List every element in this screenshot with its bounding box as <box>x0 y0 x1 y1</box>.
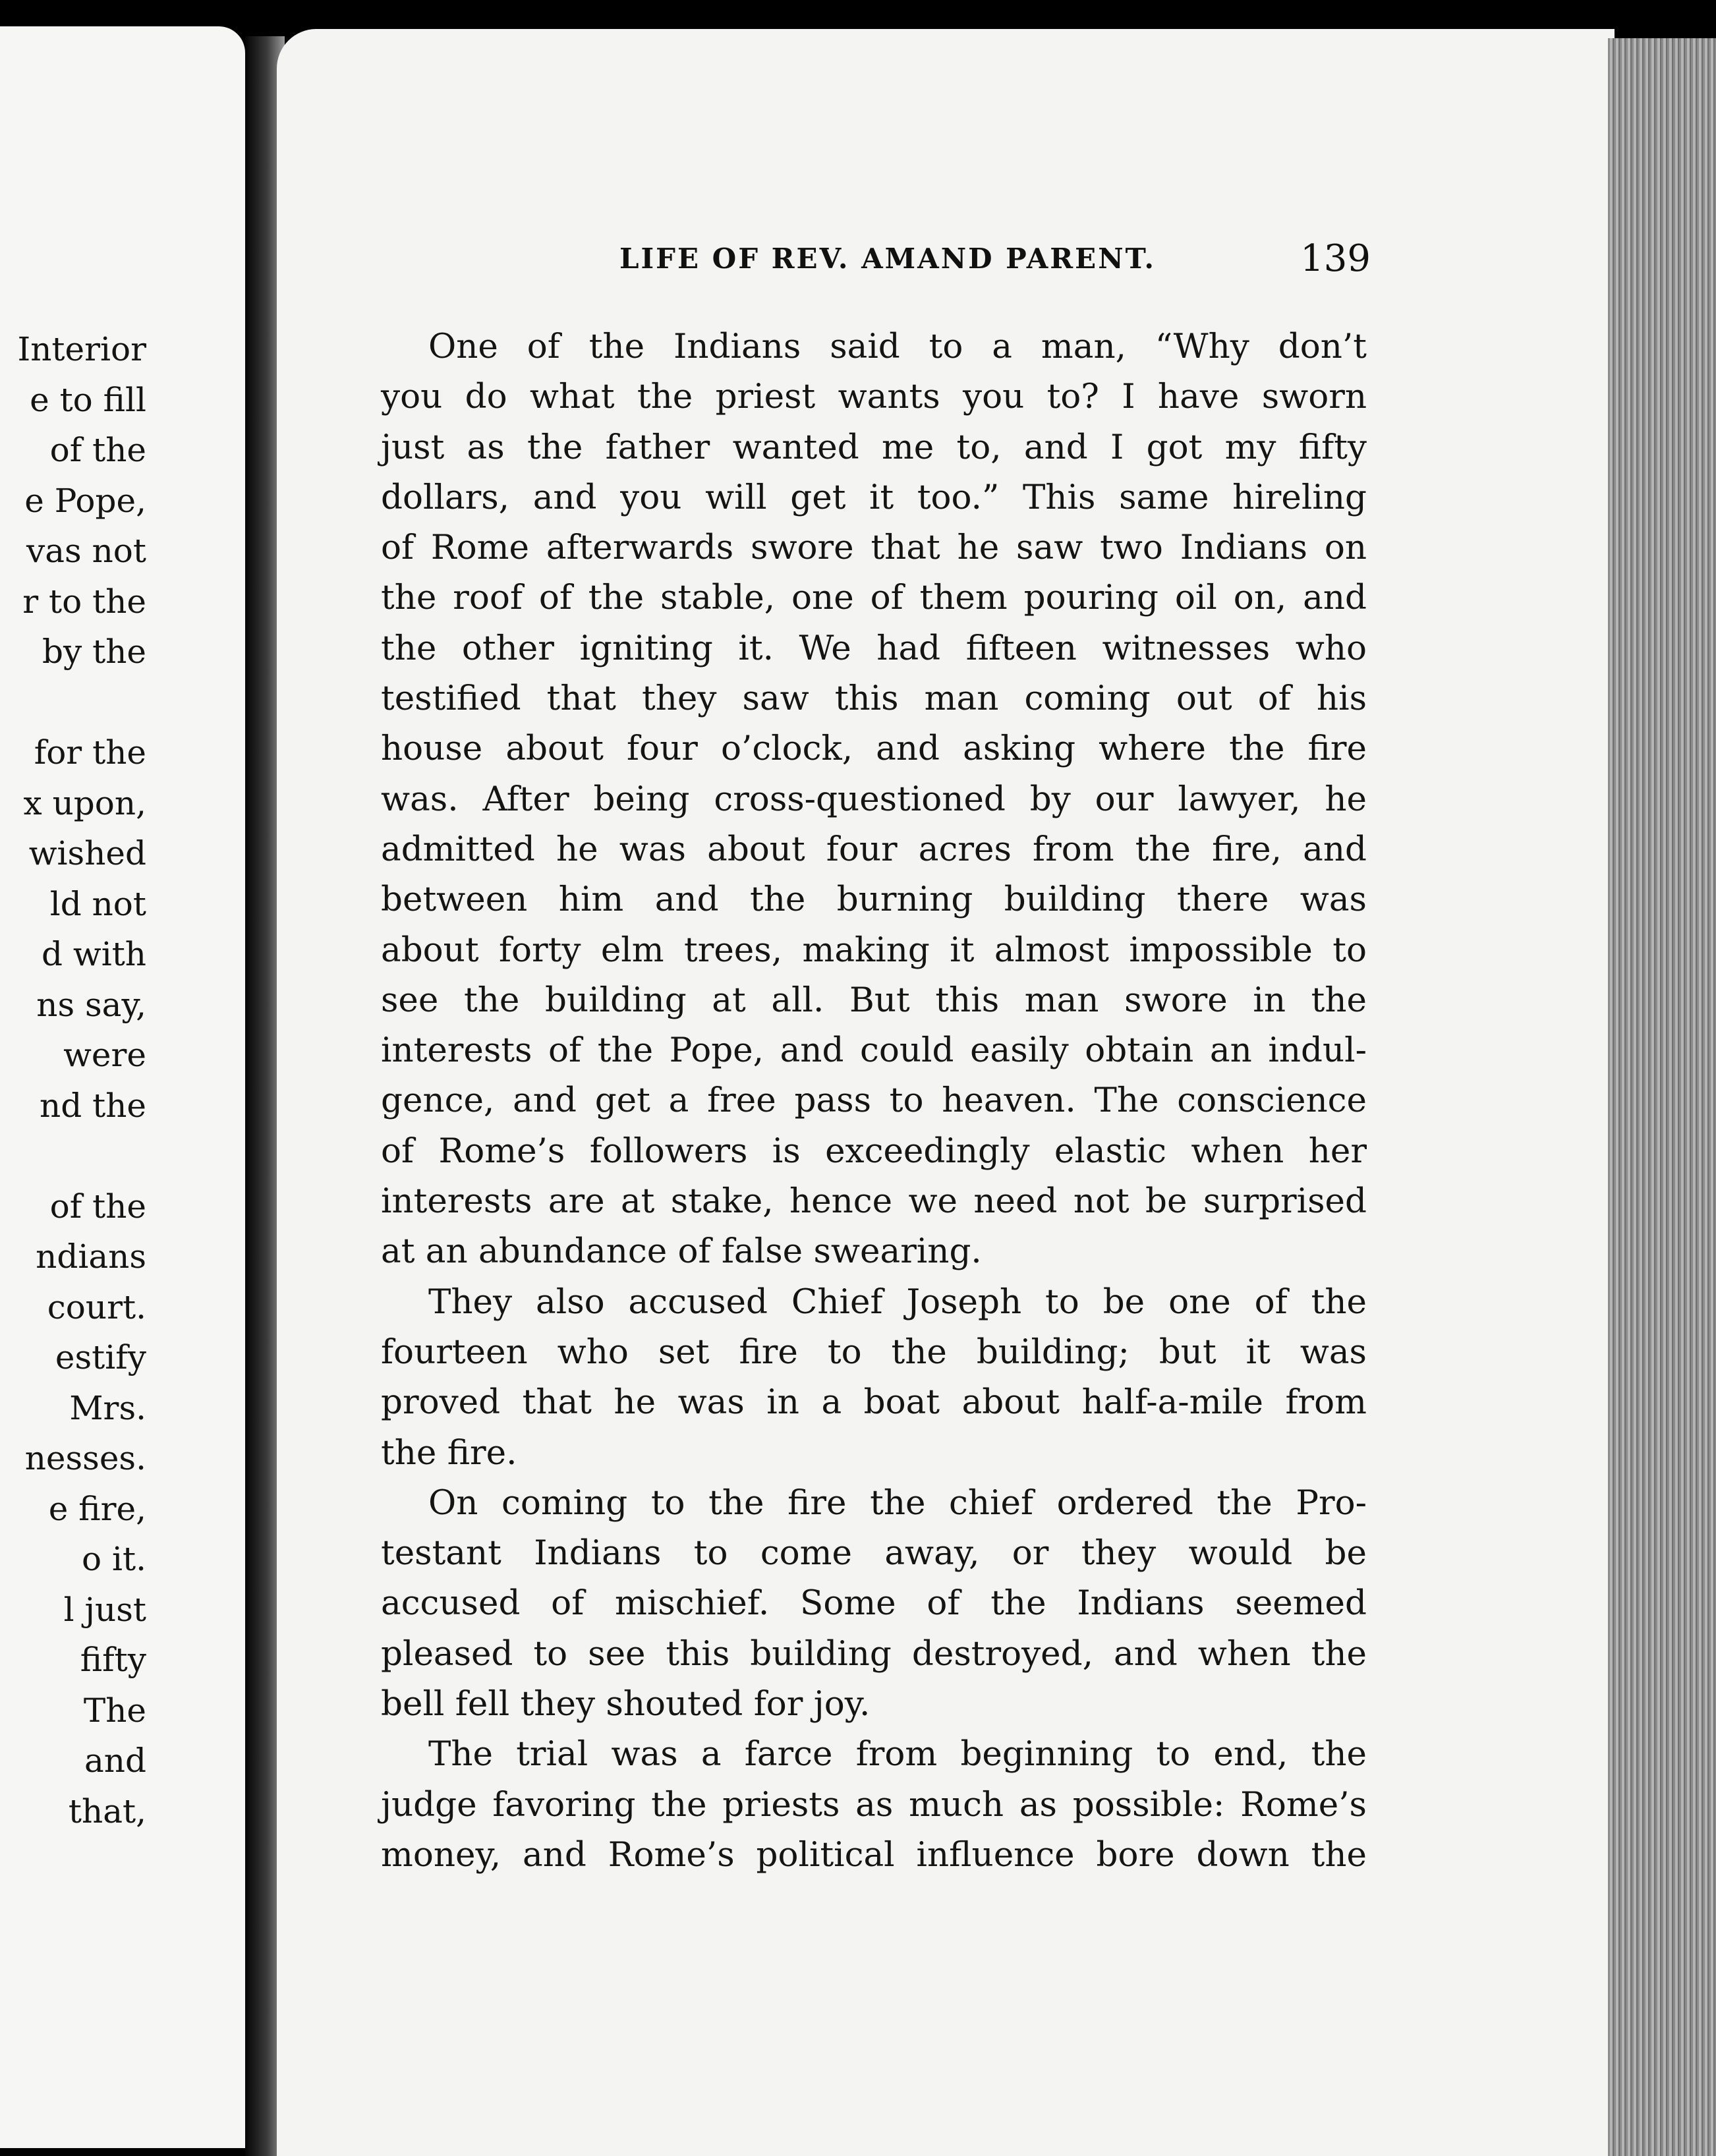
page-edges <box>1608 38 1716 2156</box>
text-line: was. After being cross-questioned by our lawyer, he <box>381 779 1367 819</box>
previous-page-paragraph-gap <box>17 1131 146 1181</box>
text-line: One of the Indians said to a man, “Why don’t <box>428 327 1367 366</box>
previous-page-line: for the <box>34 733 146 772</box>
text-line: of Rome’s followers is exceedingly elastic when her <box>381 1131 1367 1171</box>
text-line: bell fell they shouted for joy. <box>381 1684 871 1724</box>
previous-page-line: wished <box>28 834 146 872</box>
previous-page-line: estify <box>55 1338 146 1376</box>
text-line: On coming to the fire the chief ordered the Pro- <box>428 1483 1367 1523</box>
text-line: accused of mischief. Some of the Indians seemed <box>381 1583 1367 1624</box>
previous-page-paragraph-gap <box>17 677 146 728</box>
text-line: the fire. <box>381 1433 517 1473</box>
text-line: interests are at stake, hence we need not be surprised <box>381 1181 1367 1222</box>
previous-page-line: e Pope, <box>24 481 146 520</box>
previous-page-line: Interior <box>17 330 146 368</box>
text-line: pleased to see this building destroyed, and when the <box>381 1633 1367 1674</box>
page-number: 139 <box>1300 237 1371 280</box>
previous-page-line: of the <box>49 431 146 469</box>
previous-page-line: o it. <box>82 1540 146 1578</box>
text-line: They also accused Chief Joseph to be one of the <box>428 1282 1367 1322</box>
previous-page-line: and <box>84 1742 146 1780</box>
previous-page-line: l just <box>63 1590 146 1629</box>
previous-page-line: e fire, <box>48 1489 146 1528</box>
text-line: at an abundance of false swearing. <box>381 1232 982 1272</box>
text-line: the other igniting it. We had fifteen witnesses who <box>381 628 1367 668</box>
previous-page-line: e to fill <box>30 380 146 419</box>
previous-page-line: ndians <box>36 1237 146 1276</box>
text-line: proved that he was in a boat about half-a-mile from <box>381 1382 1367 1423</box>
previous-page-line: by the <box>42 633 146 671</box>
text-line: you do what the priest wants you to? I have sworn <box>381 377 1367 417</box>
text-line: fourteen who set fire to the building; but it was <box>381 1332 1367 1372</box>
text-line: of Rome afterwards swore that he saw two Indians on <box>381 528 1367 568</box>
text-line: money, and Rome’s political influence bore down the <box>381 1834 1367 1875</box>
previous-page-line: of the <box>49 1187 146 1226</box>
text-line: testified that they saw this man coming out of his <box>381 679 1367 719</box>
text-line: interests of the Pope, and could easily obtain an indul- <box>381 1031 1367 1071</box>
text-line: testant Indians to come away, or they would be <box>381 1533 1367 1574</box>
previous-page-text-fragments <box>17 324 146 1836</box>
previous-page-line: The <box>83 1691 146 1730</box>
previous-page-line: r to the <box>22 582 146 621</box>
running-title: LIFE OF REV. AMAND PARENT. <box>619 242 1157 275</box>
text-line: between him and the burning building there was <box>381 880 1367 920</box>
text-line: the roof of the stable, one of them pouring oil on, and <box>381 578 1367 618</box>
text-line: admitted he was about four acres from the fire, and <box>381 829 1367 869</box>
text-line: The trial was a farce from beginning to end, the <box>428 1734 1367 1774</box>
previous-page-line: x upon, <box>23 783 146 822</box>
previous-page-line: vas not <box>26 532 146 570</box>
text-line: gence, and get a free pass to heaven. The conscience <box>381 1081 1367 1121</box>
text-line: about forty elm trees, making it almost impossible to <box>381 930 1367 970</box>
body-text <box>381 322 1367 1880</box>
previous-page-line: nesses. <box>24 1439 146 1477</box>
previous-page-line: d with <box>42 935 146 973</box>
previous-page <box>0 26 245 2148</box>
previous-page-line: were <box>63 1036 146 1074</box>
previous-page-line: fifty <box>80 1641 146 1679</box>
text-line: judge favoring the priests as much as possible: Rome’s <box>381 1784 1367 1825</box>
previous-page-line: Mrs. <box>69 1388 146 1427</box>
text-line: just as the father wanted me to, and I got my fifty <box>381 427 1367 467</box>
text-line: dollars, and you will get it too.” This same hireling <box>381 477 1367 517</box>
previous-page-line: nd the <box>40 1086 146 1125</box>
running-head <box>606 237 1371 283</box>
text-line: see the building at all. But this man swore in the <box>381 980 1367 1020</box>
text-line: house about four o’clock, and asking where the fire <box>381 729 1367 769</box>
previous-page-line: ns say, <box>36 985 146 1024</box>
previous-page-line: that, <box>68 1792 146 1830</box>
previous-page-line: ld not <box>49 884 146 923</box>
previous-page-line: court. <box>47 1288 146 1326</box>
